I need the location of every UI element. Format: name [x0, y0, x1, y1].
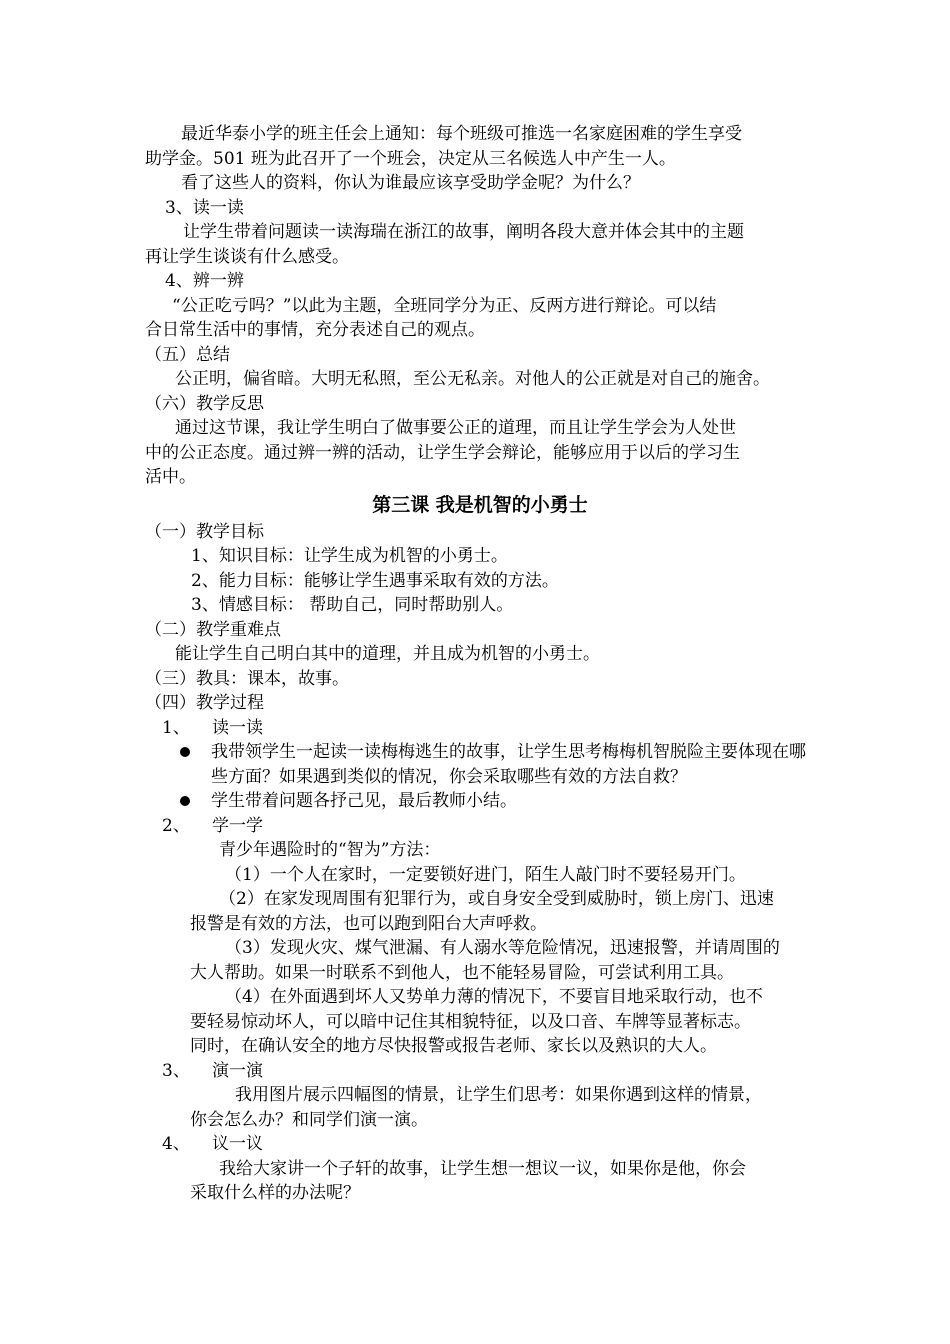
bullet-icon: [180, 796, 190, 806]
section-heading: 3、读一读: [165, 197, 244, 218]
paragraph-line: 采取什么样的办法呢？: [190, 1183, 360, 1203]
method-item: （4）在外面遇到坏人又势单力薄的情况下，不要盲目地采取行动，也不: [225, 987, 763, 1007]
paragraph-line: 合日常生活中的事情，充分表述自己的观点。: [145, 320, 485, 340]
paragraph-line: 助学金。501 班为此召开了一个班会，决定从三名候选人中产生一人。: [145, 148, 676, 169]
step-heading: [145, 1059, 815, 1084]
step-title: 演一演: [212, 1060, 263, 1081]
paragraph-line: 能让学生自己明白其中的道理，并且成为机智的小勇士。: [175, 644, 600, 664]
step-heading: [145, 716, 815, 741]
lesson-title: 第三课 我是机智的小勇士: [372, 493, 588, 516]
section-heading: （四）教学过程: [145, 693, 264, 713]
method-item: 报警是有效的方法，也可以跑到阳台大声呼救。: [190, 913, 547, 934]
step-title: 读一读: [212, 717, 263, 738]
step-number: 4、: [162, 1134, 190, 1154]
goal-item: 3、情感目标： 帮助自己，同时帮助别人。: [191, 595, 514, 615]
bullet-text: 学生带着问题各抒己见，最后教师小结。: [211, 791, 517, 811]
method-item: 大人帮助。如果一时联系不到他人，也不能轻易冒险，可尝试利用工具。: [190, 962, 734, 983]
step-number: 1、: [162, 717, 190, 738]
section-heading: （五）总结: [145, 344, 230, 365]
goal-item: 2、能力目标：能够让学生遇事采取有效的方法。: [191, 570, 559, 591]
step-number: 2、: [162, 815, 190, 836]
paragraph-line: 看了这些人的资料，你认为谁最应该享受助学金呢？为什么？: [181, 173, 640, 193]
list-item: [145, 740, 815, 789]
step-heading: [145, 814, 815, 839]
method-item: 同时，在确认安全的地方尽快报警或报告老师、家长以及熟识的大人。: [190, 1036, 717, 1056]
paragraph-line: 活中。: [145, 467, 196, 487]
paragraph-line: 公正明，偏省暗。大明无私照，至公无私亲。对他人的公正就是对自己的施舍。: [175, 369, 770, 389]
step-title: 学一学: [212, 815, 263, 836]
paragraph-line: 最近华泰小学的班主任会上通知：每个班级可推选一名家庭困难的学生享受: [181, 124, 742, 144]
document-page: [145, 122, 815, 1206]
goal-item: 1、知识目标：让学生成为机智的小勇士。: [191, 546, 508, 566]
step-heading: [145, 1132, 815, 1157]
paragraph-line: “公正吃亏吗？”以此为主题，全班同学分为正、反两方进行辩论。可以结: [172, 295, 717, 316]
paragraph-line: 中的公正态度。通过辨一辨的活动，让学生学会辩论，能够应用于以后的学习生: [145, 442, 740, 463]
section-heading: 4、辨一辨: [165, 271, 244, 291]
section-heading: （一）教学目标: [145, 521, 264, 542]
bullet-icon: [180, 747, 190, 757]
paragraph-line: 通过这节课，我让学生明白了做事要公正的道理，而且让学生学会为人处世: [175, 418, 736, 438]
section-heading: （二）教学重难点: [145, 619, 281, 640]
step-number: 3、: [162, 1060, 190, 1081]
section-heading: （三）教具：课本，故事。: [145, 668, 349, 689]
method-item: 要轻易惊动坏人，可以暗中记住其相貌特征，以及口音、车牌等显著标志。: [190, 1011, 751, 1032]
paragraph-line: 我给大家讲一个子轩的故事，让学生想一想议一议，如果你是他，你会: [219, 1158, 746, 1179]
step-title: 议一议: [212, 1134, 263, 1154]
method-item: （2）在家发现周围有犯罪行为，或自身安全受到威胁时，锁上房门、迅速: [219, 889, 774, 909]
paragraph-line: 让学生带着问题读一读海瑞在浙江的故事，阐明各段大意并体会其中的主题: [183, 222, 744, 242]
paragraph-line: 再让学生谈谈有什么感受。: [145, 246, 349, 267]
method-item: （3）发现火灾、煤气泄漏、有人溺水等危险情况，迅速报警，并请周围的: [225, 938, 780, 958]
paragraph-line: 你会怎么办？和同学们演一演。: [190, 1109, 428, 1130]
list-item: [145, 789, 815, 814]
section-heading: （六）教学反思: [145, 393, 264, 414]
paragraph-line: 青少年遇险时的“智为”方法：: [219, 840, 441, 860]
paragraph-line: 我用图片展示四幅图的情景，让学生们思考：如果你遇到这样的情景，: [235, 1085, 762, 1105]
method-item: （1）一个人在家时，一定要锁好进门，陌生人敲门时不要轻易开门。: [225, 864, 746, 885]
bullet-text: 我带领学生一起读一读梅梅逃生的故事，让学生思考梅梅机智脱险主要体现在哪些方面？如果遇到类似的情况，你会采取哪些有效的方法自救？: [211, 742, 806, 787]
